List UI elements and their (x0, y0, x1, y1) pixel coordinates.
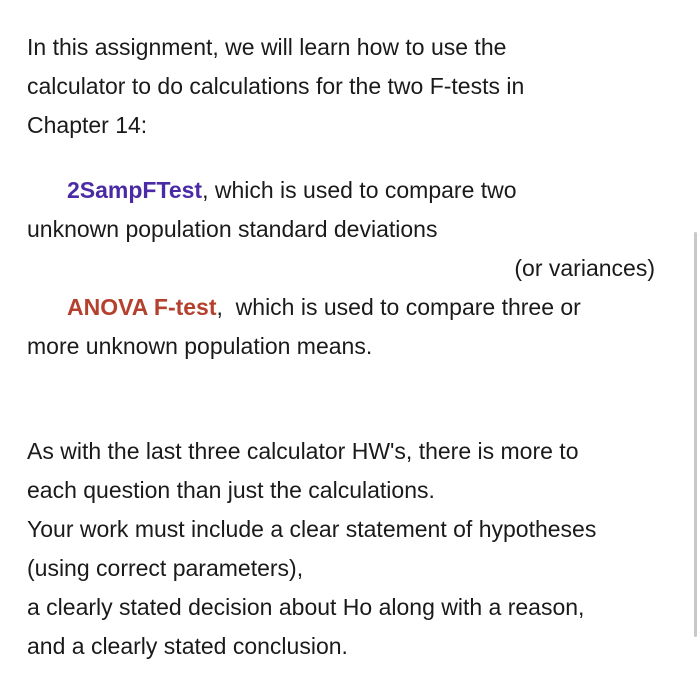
intro-line: In this assignment, we will learn how to use the (27, 34, 507, 60)
anova-description: , which is used to compare three or (216, 294, 581, 320)
instructions-line: and a clearly stated conclusion. (27, 633, 348, 659)
samp-f-test-description: , which is used to compare two (202, 177, 517, 203)
intro-paragraph (27, 28, 667, 145)
instructions-line: (using correct parameters), (27, 555, 304, 581)
assignment-text (27, 28, 667, 666)
vertical-scrollbar[interactable] (694, 232, 697, 637)
samp-f-test-line-2: unknown population standard deviations (27, 216, 438, 242)
instructions-line: each question than just the calculations. (27, 477, 435, 503)
instructions-paragraph (27, 432, 667, 666)
samp-f-test-line (27, 171, 667, 210)
anova-keyword: ANOVA F-test (67, 294, 217, 320)
samp-f-test-keyword: 2SampFTest (67, 177, 203, 203)
anova-paragraph (27, 288, 667, 366)
anova-line-2: more unknown population means. (27, 333, 373, 359)
instructions-line: Your work must include a clear statement of hypotheses (27, 516, 597, 542)
intro-line: calculator to do calculations for the two F-tests in (27, 73, 525, 99)
instructions-line: As with the last three calculator HW's, there is more to (27, 438, 579, 464)
samp-f-test-line-3: (or variances) (514, 255, 655, 281)
anova-line (27, 288, 667, 327)
instructions-line: a clearly stated decision about Ho along with a reason, (27, 594, 585, 620)
samp-f-test-paragraph (27, 171, 667, 288)
intro-line: Chapter 14: (27, 112, 148, 138)
